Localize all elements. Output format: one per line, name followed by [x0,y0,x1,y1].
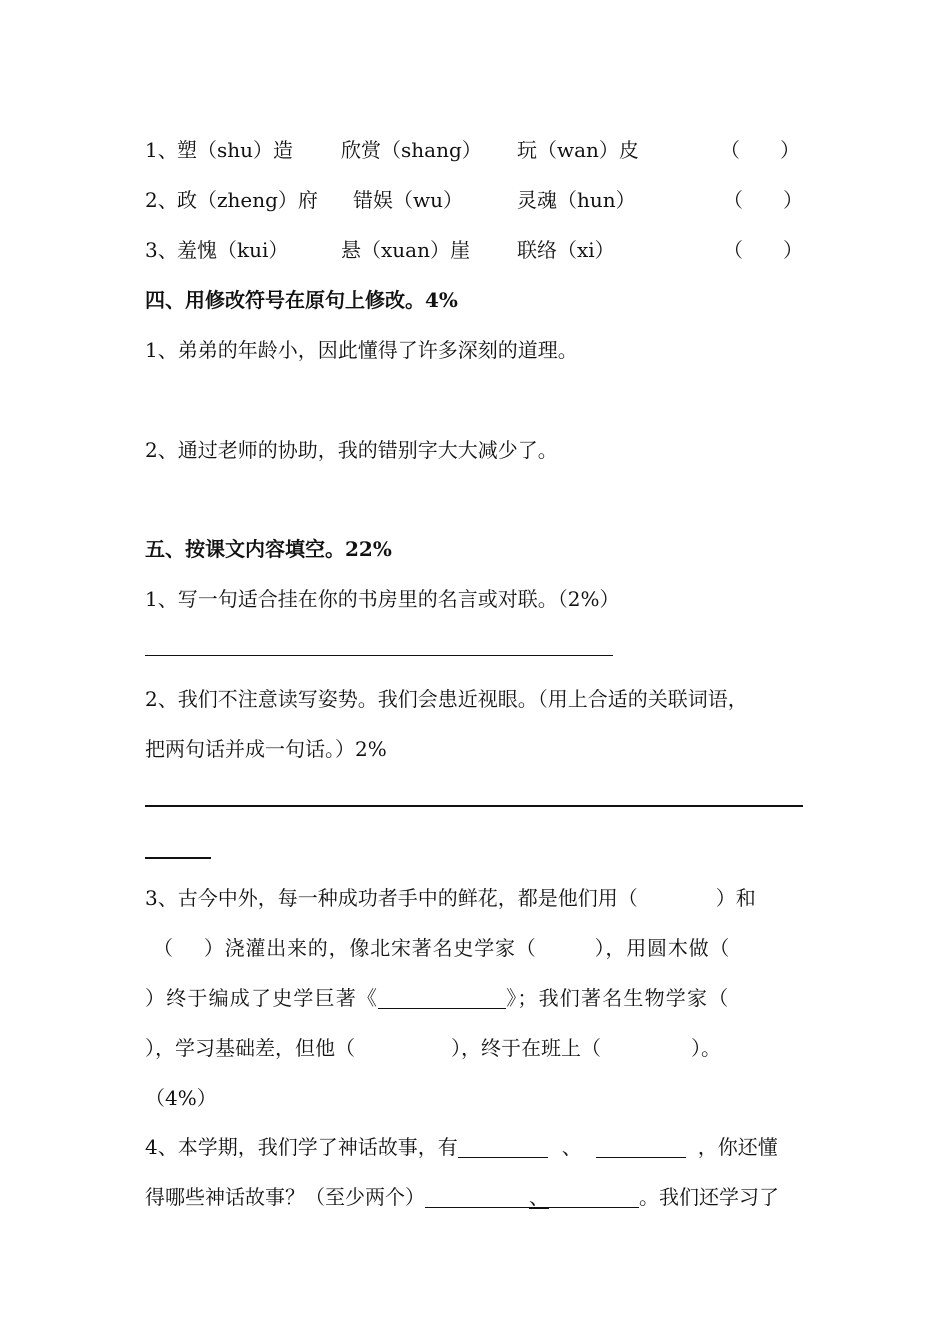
q3-text-2b: ）浇灌出来的，像北宋著名史学家（ [203,936,537,960]
section-5-heading: 五、按课文内容填空。22% [145,537,392,561]
q4-text-1b: 、 [561,1135,582,1159]
answer-line-q2-b[interactable] [145,857,211,859]
q3-book-title-blank[interactable] [378,988,506,1009]
q3-text-2c: ），用圆木做（ [594,936,731,960]
pinyin-row-3-word-2: 悬（xuan）崖 [341,238,470,262]
q3-text-4c: ）。 [691,1036,721,1060]
pinyin-row-1-word-2: 欣赏（shang） [341,138,482,162]
section-5-question-3-line-4 [145,1034,721,1062]
q3-text-2a: （ [153,936,174,960]
section-5-question-4-line-2 [145,1183,779,1211]
pinyin-row-3-answer-paren[interactable]: （ ） [723,238,803,262]
q3-text-3a: ）终于编成了史学巨著《 [145,986,379,1010]
section-5-question-4-line-1 [145,1133,778,1161]
q3-text-3b: 》；我们著名生物学家（ [506,986,730,1010]
pinyin-row-3-num: 3、 [145,238,178,262]
section-4-heading: 四、用修改符号在原句上修改。4% [145,288,458,312]
q4-text-1c: ，你还懂 [697,1135,778,1159]
q4-blank-1[interactable] [458,1137,548,1158]
q3-text-1a: 3、古今中外，每一种成功者手中的鲜花，都是他们用（ [145,886,638,910]
pinyin-row-1-word-3: 玩（wan）皮 [517,138,639,162]
q3-text-4a: ），学习基础差，但他（ [145,1036,355,1060]
q3-text-1b: ）和 [715,886,756,910]
q4-blank-3[interactable] [425,1187,529,1208]
q4-text-2a: 得哪些神话故事？（至少两个） [145,1185,425,1209]
pinyin-row-2-answer-paren[interactable]: （ ） [723,188,803,212]
answer-line-q2-a[interactable] [145,805,803,807]
q3-text-4b: ），终于在班上（ [451,1036,601,1060]
answer-line-q1[interactable] [145,655,613,656]
section-4-question-2: 2、通过老师的协助，我的错别字大大减少了。 [145,438,558,462]
section-5-question-2-line-1: 2、我们不注意读写姿势。我们会患近视眼。（用上合适的关联词语， [145,687,748,711]
q4-text-2c: 。我们还学习了 [639,1185,779,1209]
section-5-question-1: 1、写一句适合挂在你的书房里的名言或对联。（2%） [145,587,620,611]
pinyin-row-3-word-3: 联络（xi） [517,238,615,262]
q4-blank-4[interactable] [549,1187,639,1208]
section-4-question-1: 1、弟弟的年龄小，因此懂得了许多深刻的道理。 [145,338,578,362]
q4-blank-2[interactable] [596,1137,686,1158]
pinyin-row-2-word-3: 灵魂（hun） [517,188,636,212]
section-5-question-3-line-2 [145,934,730,962]
pinyin-row-3-word-1: 羞愧（kui） [177,238,289,262]
section-5-question-3-line-1 [145,884,756,912]
section-5-question-2-line-2: 把两句话并成一句话。）2% [145,737,387,761]
q4-text-2b: 、 [529,1185,549,1209]
pinyin-row-2-word-2: 错娱（wu） [353,188,463,212]
pinyin-row-1-answer-paren[interactable]: （ ） [720,138,800,162]
q4-text-1a: 4、本学期，我们学了神话故事，有 [145,1135,458,1159]
pinyin-row-1-word-1: 1、 [145,138,178,162]
section-5-question-3-line-3 [145,984,729,1012]
pinyin-row-1-word-1b: 塑（shu）造 [177,138,294,162]
section-5-question-3-line-5: （4%） [145,1086,217,1110]
pinyin-row-2-num: 2、 [145,188,178,212]
pinyin-row-2-word-1: 政（zheng）府 [177,188,318,212]
